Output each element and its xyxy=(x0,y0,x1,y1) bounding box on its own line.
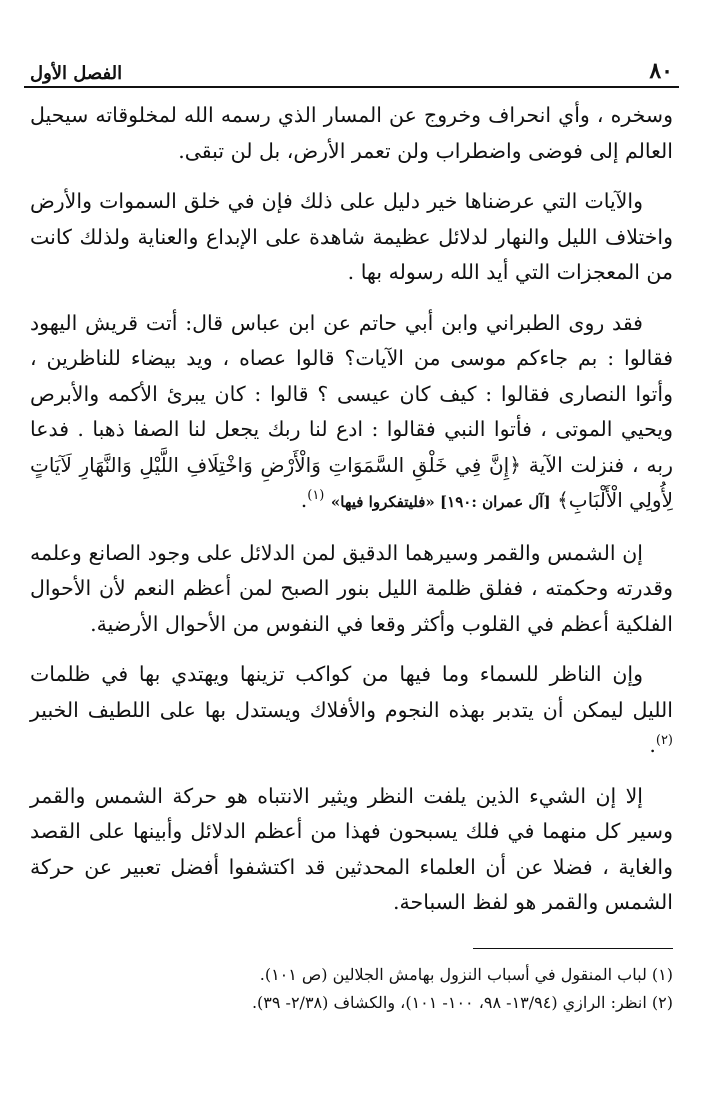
paragraph-6: إلا إن الشيء الذين يلفت النظر ويثير الانتباه هو حركة الشمس والقمر وسير كل منهما في فلك يسبحون فهذا من أعظم الدلائل وأبينها على القصد والغاية ، فضلا عن أن العلماء المحدثين قد اكتشفوا أفضل تعبير عن حركة الشمس والقمر هو لفظ السباحة. xyxy=(30,783,673,914)
footnote-2: (٢) انظر: الرازي (١٣/٩٤- ٩٨، ١٠٠- ١٠١)، والكشاف (٢/٣٨- ٣٩). xyxy=(251,992,673,1012)
book-page xyxy=(24,54,679,1017)
footnote-1: (١) لباب المنقول في أسباب النزول بهامش الجلالين (ص ١٠١). xyxy=(259,964,673,984)
paragraph-3 xyxy=(30,306,673,521)
chapter-title: الفصل الأول xyxy=(30,63,123,84)
paragraph-1: وسخره ، وأي انحراف وخروج عن المسار الذي رسمه الله لمخلوقاته سيحيل العالم إلى فوضى واضطراب ولن تعمر الأرض، بل لن تبقى. xyxy=(30,103,673,163)
paragraph-5-text: وإن الناظر للسماء وما فيها من كواكب تزينها ويهتدي بها في ظلمات الليل ليمكن أن يتدبر بهذه النجوم والأفلاك ويستدل بها على اللطيف الخبير xyxy=(30,662,673,722)
paragraph-4: إن الشمس والقمر وسيرهما الدقيق لمن الدلائل على وجود الصانع وعلمه وقدرته وحكمته ، ففلق ظلمة الليل بنور الصبح لمن أعظم النعم لأن الأحوال الفلكية أعظم في القلوب وأكثر وقعا في النفوس من الأحوال الأرضية. xyxy=(30,540,673,636)
verse-reference: [آل عمران :١٩٠] «فليتفكروا فيها» xyxy=(330,493,551,511)
footnote-divider xyxy=(473,948,673,949)
paragraph-5 xyxy=(30,657,673,764)
footnotes xyxy=(24,961,679,1017)
paragraph-3-end: . xyxy=(300,488,308,512)
quran-verse: ﴿إِنَّ فِي خَلْقِ السَّمَوَاتِ وَالْأَرْضِ وَاخْتِلَافِ اللَّيْلِ وَالنَّهَارِ لَآيَاتٍ لِأُولِي الْأَلْبَابِ﴾ xyxy=(30,452,673,512)
paragraph-2: والآيات التي عرضناها خير دليل على ذلك فإن في خلق السموات والأرض واختلاف الليل والنهار لدلائل عظيمة شاهدة على الإبداع والعناية ولذلك كانت من المعجزات التي أيد الله رسوله بها . xyxy=(30,189,673,284)
footnote-marker-1: (١) xyxy=(307,488,325,504)
page-body xyxy=(24,98,679,921)
page-number: ٨٠ xyxy=(649,58,673,84)
paragraph-3-text: فقد روى الطبراني وابن أبي حاتم عن ابن عباس قال: أتت قريش اليهود فقالوا : بم جاءكم موسى من الآيات؟ قالوا عصاه ، ويد بيضاء للناظرين ، وأتوا النصارى فقالوا : كيف كان عيسى ؟ قالوا : كان يبرئ الأكمه والأبرص ويحيي الموتى ، فأتوا النبي فقالوا : ادع لنا ربك يجعل لنا الصفا ذهبا . فدعا ربه ، فنزلت الآية xyxy=(30,310,673,477)
footnote-marker-2: (٢) xyxy=(655,733,673,749)
paragraph-5-end: . xyxy=(649,733,656,757)
page-header xyxy=(24,54,679,88)
